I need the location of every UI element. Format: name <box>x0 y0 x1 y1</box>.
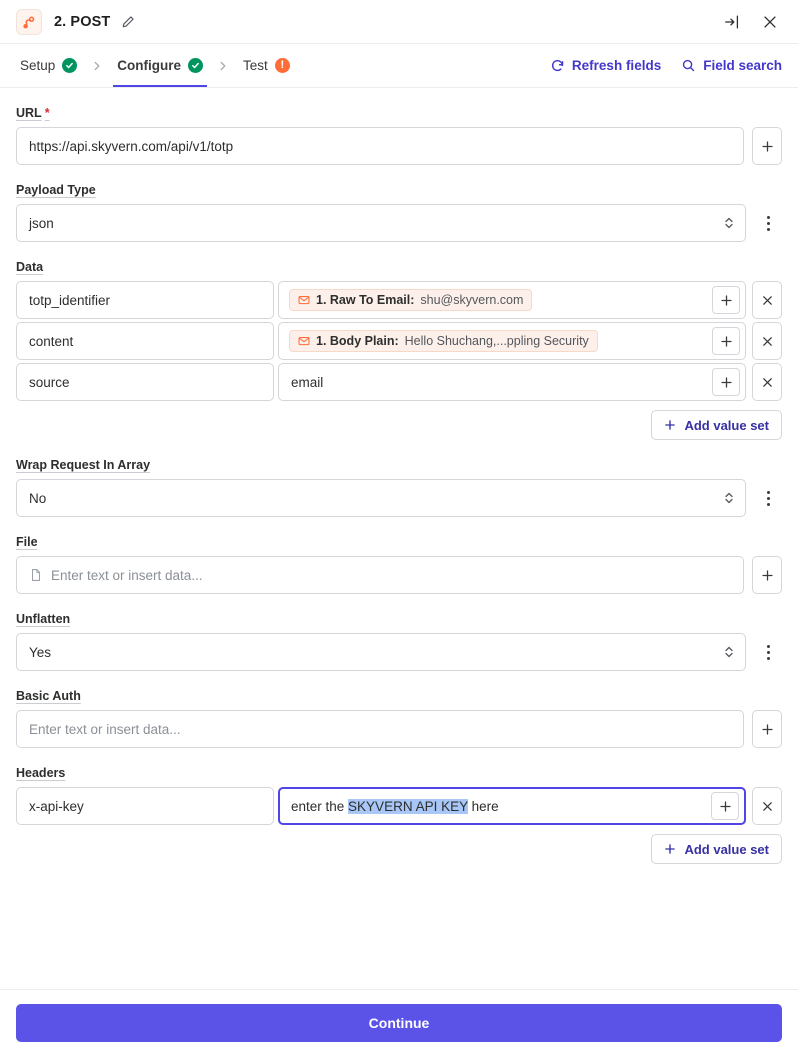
data-value-input[interactable] <box>278 322 746 360</box>
headers-value-prefix: enter the <box>291 798 349 814</box>
unflatten-value: Yes <box>29 644 52 660</box>
unflatten-more-menu[interactable] <box>754 633 782 671</box>
chevron-updown-icon <box>723 215 735 231</box>
url-input[interactable] <box>16 127 744 165</box>
data-insert-data-button[interactable] <box>712 368 740 396</box>
step-separator <box>81 44 113 87</box>
check-icon <box>62 58 77 73</box>
basic-auth-placeholder: Enter text or insert data... <box>29 721 181 737</box>
headers-label: Headers <box>16 766 66 780</box>
wrap-request-more-menu[interactable] <box>754 479 782 517</box>
headers-key-input[interactable] <box>16 787 274 825</box>
basic-auth-insert-data-button[interactable] <box>752 710 782 748</box>
file-row <box>16 556 782 594</box>
refresh-icon <box>550 58 565 73</box>
payload-type-more-menu[interactable] <box>754 204 782 242</box>
footer <box>0 989 798 1058</box>
continue-button[interactable]: Continue <box>16 1004 782 1042</box>
headers-value-input[interactable] <box>278 787 746 825</box>
file-insert-data-button[interactable] <box>752 556 782 594</box>
open-in-side-icon[interactable] <box>720 10 744 34</box>
pencil-icon[interactable] <box>118 12 138 32</box>
field-unflatten <box>16 610 782 671</box>
configure-form <box>0 88 798 989</box>
basic-auth-row <box>16 710 782 748</box>
plus-icon <box>664 419 676 431</box>
url-value: https://api.skyvern.com/api/v1/totp <box>29 138 234 154</box>
plus-icon <box>664 843 676 855</box>
file-label: File <box>16 535 38 549</box>
data-row <box>16 281 782 319</box>
data-insert-data-button[interactable] <box>712 327 740 355</box>
steps-list <box>16 44 294 87</box>
page-title: 2. POST <box>54 13 111 30</box>
data-value-text: email <box>291 374 324 390</box>
payload-type-row <box>16 204 782 242</box>
titlebar-actions <box>720 10 782 34</box>
field-headers <box>16 764 782 864</box>
data-value-wrap <box>278 363 782 401</box>
data-remove-row-button[interactable] <box>752 322 782 360</box>
data-value-wrap <box>278 281 782 319</box>
payload-type-select[interactable] <box>16 204 746 242</box>
headers-add-value-set-label: Add value set <box>684 841 769 857</box>
headers-remove-row-button[interactable] <box>752 787 782 825</box>
chip-label: 1. Raw To Email: <box>316 293 415 307</box>
warning-icon <box>275 58 290 73</box>
url-input-row <box>16 127 782 165</box>
headers-value-selected: SKYVERN API KEY <box>348 798 468 814</box>
kebab-icon <box>767 216 770 231</box>
url-label <box>16 106 50 120</box>
headers-value-wrap <box>278 787 782 825</box>
field-file <box>16 533 782 594</box>
data-value-wrap <box>278 322 782 360</box>
refresh-fields-label: Refresh fields <box>571 58 662 73</box>
file-input[interactable] <box>16 556 744 594</box>
data-add-value-set-label: Add value set <box>684 417 769 433</box>
data-key-value: source <box>29 374 70 390</box>
headers-row <box>16 787 782 825</box>
check-icon <box>188 58 203 73</box>
data-key-input[interactable] <box>16 322 274 360</box>
headers-value-suffix: here <box>467 798 499 814</box>
app-logo-icon <box>16 9 42 35</box>
chip-value: Hello Shuchang,...ppling Security <box>404 334 589 348</box>
steps-actions <box>550 44 782 87</box>
data-row <box>16 322 782 360</box>
data-key-input[interactable] <box>16 363 274 401</box>
data-key-input[interactable] <box>16 281 274 319</box>
kebab-icon <box>767 645 770 660</box>
data-add-row-wrap <box>16 410 782 440</box>
unflatten-select[interactable] <box>16 633 746 671</box>
document-icon <box>29 568 43 582</box>
headers-value-text <box>289 799 499 814</box>
data-value-input[interactable] <box>278 281 746 319</box>
step-test-label: Test <box>243 58 268 73</box>
data-key-value: content <box>29 333 74 349</box>
url-insert-data-button[interactable] <box>752 127 782 165</box>
data-remove-row-button[interactable] <box>752 281 782 319</box>
payload-type-label: Payload Type <box>16 183 96 197</box>
wrap-request-label: Wrap Request In Array <box>16 458 151 472</box>
headers-add-row-wrap <box>16 834 782 864</box>
data-add-value-set-button[interactable] <box>651 410 782 440</box>
mail-icon <box>298 335 310 347</box>
field-basic-auth <box>16 687 782 748</box>
wrap-request-select[interactable] <box>16 479 746 517</box>
basic-auth-label: Basic Auth <box>16 689 81 703</box>
step-configure[interactable] <box>113 44 207 87</box>
step-configure-label: Configure <box>117 58 182 73</box>
wrap-request-row <box>16 479 782 517</box>
data-token-chip[interactable] <box>289 330 598 352</box>
chevron-updown-icon <box>723 644 735 660</box>
chip-label: 1. Body Plain: <box>316 334 399 348</box>
search-icon <box>681 58 696 73</box>
field-url <box>16 104 782 165</box>
wizard-steps <box>0 44 798 88</box>
headers-key-value: x-api-key <box>29 798 84 814</box>
data-label: Data <box>16 260 44 274</box>
data-remove-row-button[interactable] <box>752 363 782 401</box>
field-wrap-request-in-array <box>16 456 782 517</box>
chip-value: shu@skyvern.com <box>420 293 524 307</box>
kebab-icon <box>767 491 770 506</box>
data-key-value: totp_identifier <box>29 292 111 308</box>
basic-auth-input[interactable] <box>16 710 744 748</box>
unflatten-row <box>16 633 782 671</box>
field-payload-type <box>16 181 782 242</box>
data-row <box>16 363 782 401</box>
file-placeholder: Enter text or insert data... <box>51 567 203 583</box>
headers-add-value-set-button[interactable] <box>651 834 782 864</box>
step-setup-label: Setup <box>20 58 56 73</box>
data-token-chip[interactable] <box>289 289 532 311</box>
warning-glyph: ! <box>280 59 285 71</box>
step-test[interactable] <box>239 44 294 87</box>
payload-type-value: json <box>29 215 54 231</box>
field-search-label: Field search <box>703 58 782 73</box>
headers-insert-data-button[interactable] <box>711 792 739 820</box>
step-setup[interactable] <box>16 44 81 87</box>
data-insert-data-button[interactable] <box>712 286 740 314</box>
url-label-text: URL <box>16 106 42 120</box>
field-search-button[interactable] <box>681 58 782 73</box>
data-value-input[interactable] <box>278 363 746 401</box>
wrap-request-value: No <box>29 490 47 506</box>
required-marker: * <box>44 106 50 120</box>
refresh-fields-button[interactable] <box>550 58 661 73</box>
close-icon[interactable] <box>758 10 782 34</box>
titlebar <box>0 0 798 44</box>
mail-icon <box>298 294 310 306</box>
unflatten-label: Unflatten <box>16 612 71 626</box>
chevron-updown-icon <box>723 490 735 506</box>
step-separator <box>207 44 239 87</box>
field-data <box>16 258 782 440</box>
